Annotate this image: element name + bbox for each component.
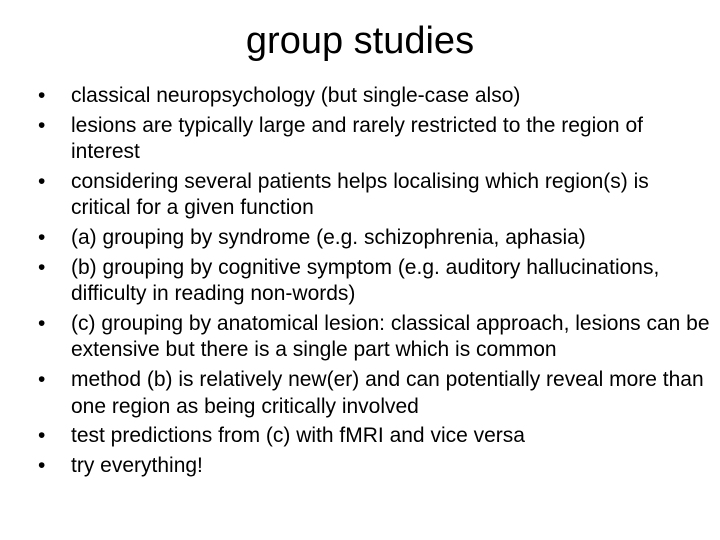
- bullet-dot-icon: •: [38, 311, 46, 335]
- bullet-text: (c) grouping by anatomical lesion: classical approach, lesions can be extensive but there is a single part which is common: [71, 311, 710, 362]
- bullet-dot-icon: •: [38, 113, 46, 137]
- bullet-list: [38, 83, 713, 482]
- bullet-item: [38, 113, 713, 166]
- bullet-item: [38, 169, 713, 222]
- bullet-item: [38, 453, 713, 480]
- bullet-text: test predictions from (c) with fMRI and vice versa: [71, 424, 525, 448]
- bullet-item: [38, 311, 713, 364]
- bullet-item: [38, 83, 713, 110]
- bullet-text: lesions are typically large and rarely restricted to the region of interest: [71, 113, 643, 164]
- bullet-dot-icon: •: [38, 225, 46, 249]
- bullet-dot-icon: •: [38, 367, 46, 391]
- bullet-item: [38, 367, 713, 420]
- bullet-dot-icon: •: [38, 169, 46, 193]
- bullet-dot-icon: •: [38, 424, 46, 448]
- bullet-text: (b) grouping by cognitive symptom (e.g. auditory hallucinations, difficulty in reading non-words): [71, 255, 660, 306]
- bullet-text: try everything!: [71, 453, 203, 477]
- bullet-text: classical neuropsychology (but single-case also): [71, 84, 521, 107]
- bullet-text: (a) grouping by syndrome (e.g. schizophrenia, aphasia): [71, 225, 586, 249]
- bullet-item: [38, 423, 713, 450]
- bullet-item: [38, 225, 713, 252]
- slide-title: group studies: [245, 20, 475, 62]
- bullet-text: considering several patients helps localising which region(s) is critical for a given function: [71, 169, 649, 220]
- bullet-dot-icon: •: [38, 453, 46, 477]
- bullet-dot-icon: •: [38, 255, 46, 279]
- bullet-item: [38, 255, 713, 308]
- bullet-dot-icon: •: [38, 84, 46, 107]
- bullet-text: method (b) is relatively new(er) and can potentially reveal more than one region as being critically involved: [71, 367, 704, 418]
